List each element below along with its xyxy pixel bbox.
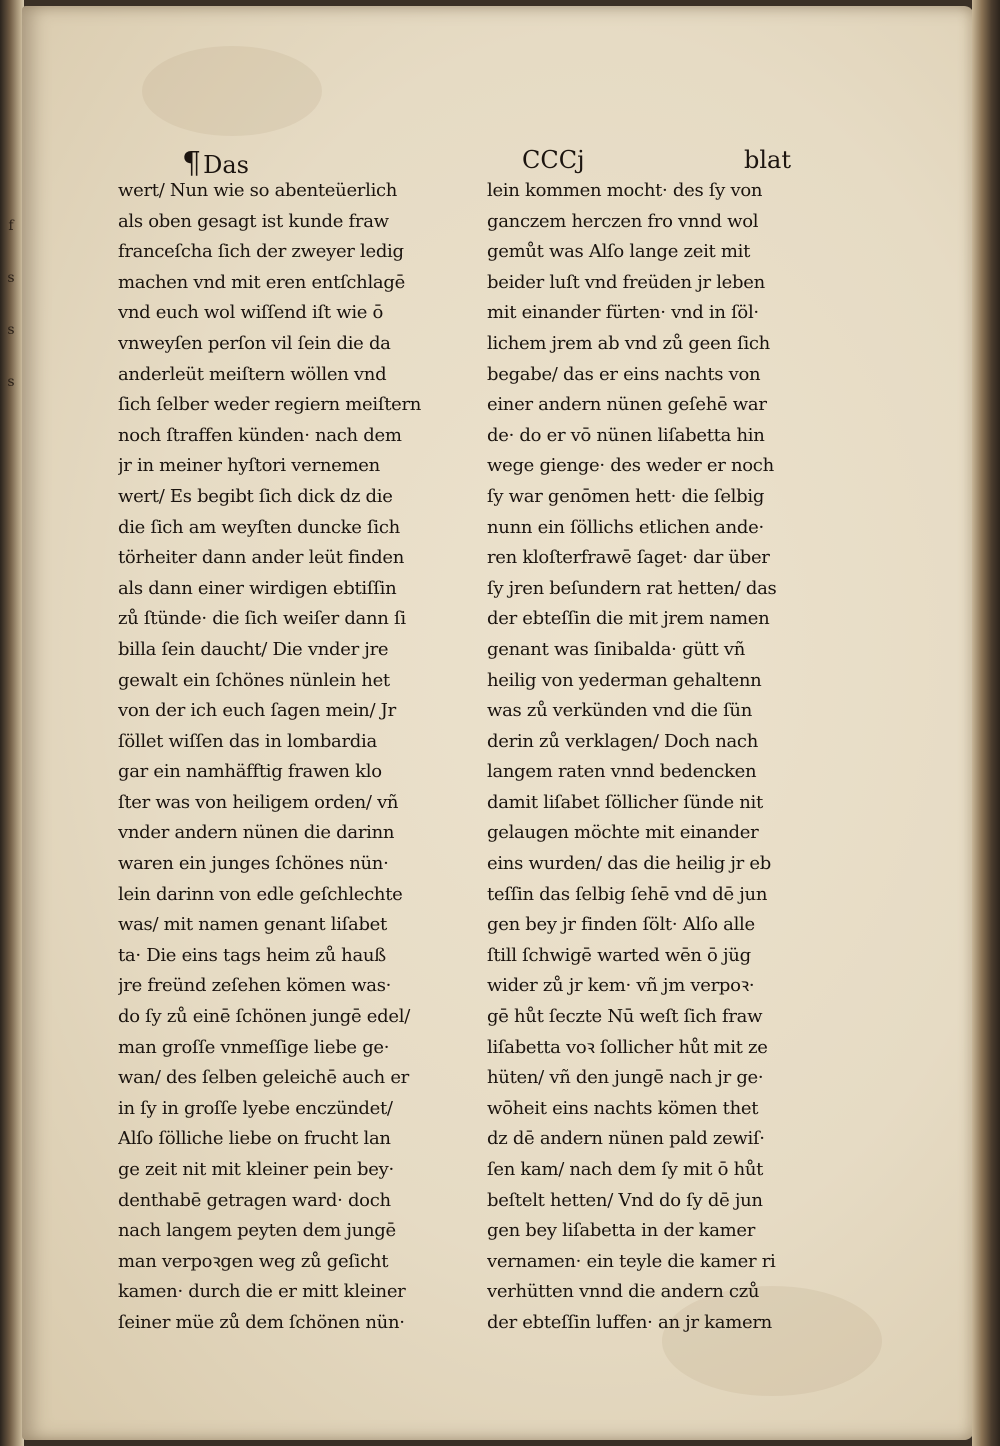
text-line: ſich ſelber weder regiern meiſtern (118, 394, 422, 416)
text-line: der ebteſſin die mit jrem namen (487, 608, 770, 630)
text-line: genant was ſinibalda· gütt vñ (487, 638, 745, 660)
paper-stain (142, 46, 322, 136)
text-line: törheiter dann ander leüt finden (118, 547, 405, 569)
book-page (22, 6, 974, 1440)
header-left-text: Das (203, 151, 249, 179)
text-line: eins wurden/ das die heilig jr eb (487, 853, 771, 875)
text-line: damit liſabet ſöllicher ſünde nit (487, 791, 763, 813)
text-line: ſy jren beſundern rat hetten/ das (487, 577, 777, 599)
text-line: von der ich euch ſagen mein/ Jr (118, 700, 396, 722)
text-line: in ſy in groſſe lyebe enczündet/ (118, 1097, 393, 1119)
text-line: einer andern nünen geſehē war (487, 394, 767, 416)
text-line: ſter was von heiligem orden/ vñ (118, 791, 399, 813)
text-column-left (118, 176, 468, 1339)
text-line: ganczem herczen fro vnnd wol (487, 210, 759, 232)
text-line: gen bey jr finden ſölt· Alſo alle (487, 914, 755, 936)
text-line: gen bey liſabetta in der kamer (487, 1220, 756, 1242)
previous-page-edge (0, 0, 24, 1446)
text-line: nach langem peyten dem jungē (118, 1220, 396, 1242)
text-line: man verpoꝛgen weg zů geſicht (118, 1250, 389, 1272)
text-line: begabe/ das er eins nachts von (487, 363, 761, 385)
text-line: do ſy zů einē ſchönen jungē edel/ (118, 1006, 410, 1028)
text-line: teſſin das ſelbig ſehē vnd dē jun (487, 883, 768, 905)
text-line: ſtill ſchwigē warted wēn ō jüg (487, 944, 751, 966)
previous-page-edge-text (2, 200, 20, 408)
text-line: jre freünd zeſehen kömen was· (118, 975, 392, 997)
text-line: beſtelt hetten/ Vnd do ſy dē jun (487, 1189, 763, 1211)
text-line: hüten/ vñ den jungē nach jr ge· (487, 1067, 764, 1089)
text-line: machen vnd mit eren entſchlagē (118, 271, 405, 293)
text-line: wert/ Nun wie so abenteüerlich (118, 180, 398, 201)
text-line: wege gienge· des weder er noch (487, 455, 774, 477)
text-line: langem raten vnnd bedencken (487, 761, 757, 783)
edge-glyph: f (8, 218, 14, 234)
text-line: lein darinn von edle geſchlechte (118, 883, 403, 905)
text-line: liſabetta voꝛ ſollicher hůt mit ze (487, 1036, 768, 1058)
text-line: franceſcha ſich der zweyer ledig (118, 241, 404, 263)
text-line: lein kommen mocht· des ſy von (487, 180, 763, 201)
text-line: Alſo ſölliche liebe on frucht lan (118, 1128, 391, 1150)
text-line: lichem jrem ab vnd zů geen ſich (487, 332, 770, 354)
text-line: wan/ des ſelben geleichē auch er (118, 1067, 409, 1089)
text-line: man groſſe vnmeſſige liebe ge· (118, 1036, 390, 1058)
text-line: vernamen· ein teyle die kamer ri (487, 1250, 776, 1272)
text-line: gelaugen möchte mit einander (487, 822, 759, 844)
text-line: verhütten vnnd die andern czů (487, 1281, 760, 1303)
text-line: zů ſtünde· die ſich weiſer dann ſi (118, 608, 406, 630)
text-line: wert/ Es begibt ſich dick dz die (118, 485, 393, 507)
text-line: kamen· durch die er mitt kleiner (118, 1281, 406, 1303)
text-line: anderleüt meiſtern wöllen vnd (118, 363, 387, 385)
text-line: heilig von yederman gehaltenn (487, 669, 762, 691)
text-line: gemůt was Alſo lange zeit mit (487, 241, 751, 263)
text-line: was/ mit namen genant liſabet (118, 914, 387, 936)
text-line: ſen kam/ nach dem ſy mit ō hůt (487, 1159, 764, 1180)
text-line: als dann einer wirdigen ebtiſſin (118, 577, 397, 599)
text-line: nunn ein ſöllichs etlichen ande· (487, 516, 764, 538)
text-line: vnder andern nünen die darinn (118, 822, 395, 844)
text-line: ren kloſterfrawē ſaget· dar über (487, 547, 770, 569)
text-line: wōheit eins nachts kömen thet (487, 1097, 759, 1119)
text-line: der ebteſſin luffen· an jr kamern (487, 1311, 772, 1333)
text-line: noch ſtraffen künden· nach dem (118, 424, 402, 446)
text-line: mit einander fürten· vnd in ſöl· (487, 302, 759, 324)
text-column-right (487, 176, 837, 1339)
text-line: wider zů jr kem· vñ jm verpoꝛ· (487, 975, 755, 997)
text-line: die ſich am weyſten duncke ſich (118, 516, 400, 538)
pilcrow-icon: ¶ (182, 146, 202, 181)
text-line: ſeiner müe zů dem ſchönen nün· (118, 1311, 405, 1333)
text-line: beider luſt vnd freüden jr leben (487, 271, 765, 293)
text-line: ſy war genōmen hett· die ſelbig (487, 485, 765, 507)
text-line: gewalt ein ſchönes nünlein het (118, 669, 390, 691)
text-line: billa ſein daucht/ Die vnder jre (118, 638, 389, 660)
text-line: vnd euch wol wiſſend iſt wie ō (118, 302, 384, 324)
edge-glyph: s (7, 270, 15, 286)
header-right: blat (744, 146, 791, 174)
edge-glyph: s (7, 374, 15, 390)
text-line: gar ein namhäfftig frawen klo (118, 761, 382, 783)
folio-number: CCCj (522, 146, 585, 174)
text-line: waren ein junges ſchönes nün· (118, 853, 389, 875)
text-line: ta· Die eins tags heim zů hauß (118, 944, 386, 966)
edge-glyph: s (7, 322, 15, 338)
text-line: gē hůt ſeczte Nū weſt ſich fraw (487, 1006, 763, 1028)
text-line: was zů verkünden vnd die ſün (487, 700, 753, 722)
text-line: dz dē andern nünen pald zewiſ· (487, 1128, 765, 1150)
text-line: ſöllet wiſſen das in lombardia (118, 730, 377, 752)
text-line: denthabē getragen ward· doch (118, 1189, 391, 1211)
text-line: ge zeit nit mit kleiner pein bey· (118, 1159, 394, 1180)
text-line: derin zů verklagen/ Doch nach (487, 730, 758, 752)
text-line: de· do er vō nünen liſabetta hin (487, 424, 765, 446)
text-line: als oben gesagt ist kunde fraw (118, 210, 389, 232)
text-line: jr in meiner hyſtori vernemen (118, 455, 380, 477)
book-fore-edge (972, 0, 1000, 1446)
text-line: vnweyſen perſon vil ſein die da (118, 332, 391, 354)
